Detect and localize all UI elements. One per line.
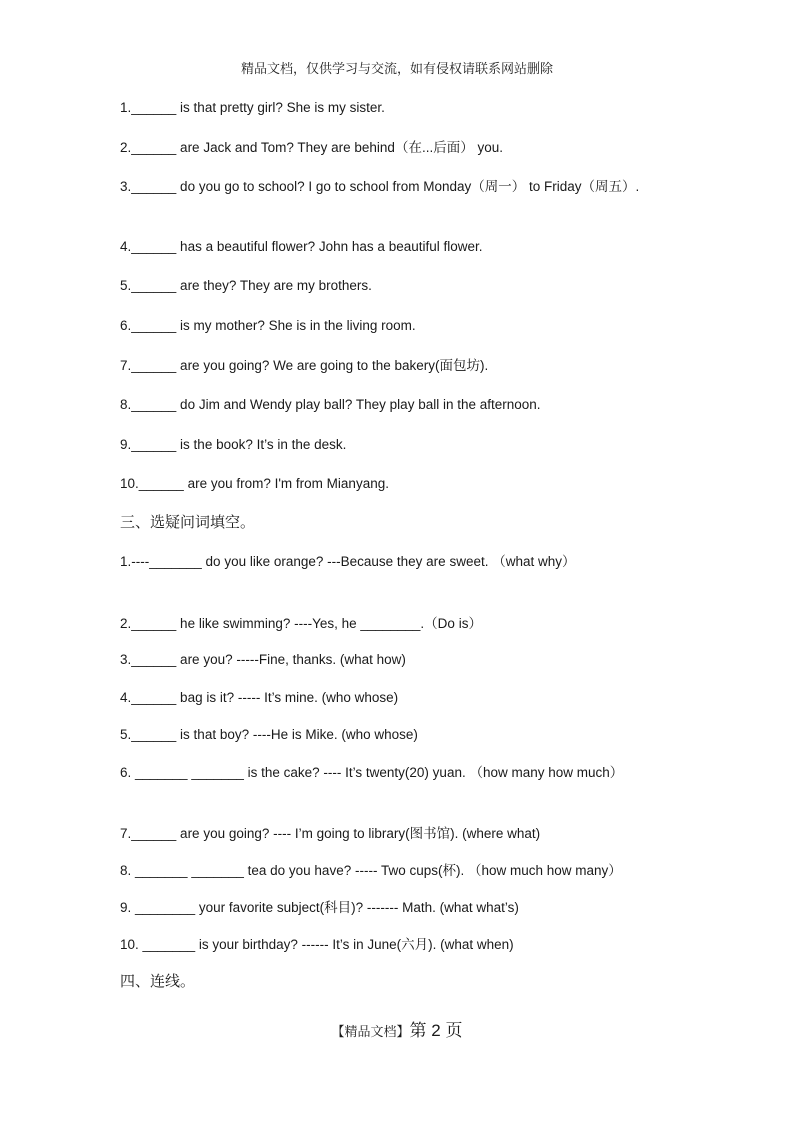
page-header: 精品文档，仅供学习与交流，如有侵权请联系网站删除 bbox=[240, 61, 553, 76]
page-footer bbox=[0, 1016, 794, 1041]
question-line: 10.______ are you from? I'm from Mianyang. bbox=[120, 476, 389, 491]
question-line: 6.______ is my mother? She is in the living room. bbox=[120, 318, 416, 333]
question-line: 4.______ has a beautiful flower? John has a beautiful flower. bbox=[120, 239, 483, 254]
question-line: 1.----_______ do you like orange? ---Because they are sweet. （what why） bbox=[120, 554, 576, 569]
section-heading: 三、选疑问词填空。 bbox=[120, 514, 256, 531]
question-line: 5.______ are they? They are my brothers. bbox=[120, 278, 372, 293]
question-line: 5.______ is that boy? ----He is Mike. (who whose) bbox=[120, 727, 418, 742]
question-line: 6. _______ _______ is the cake? ---- It’s twenty(20) yuan. （how many how much） bbox=[120, 765, 624, 780]
section-heading: 四、连线。 bbox=[120, 973, 196, 990]
question-line: 2.______ he like swimming? ----Yes, he ________.（Do is） bbox=[120, 616, 482, 631]
question-line: 10. _______ is your birthday? ------ It’s in June(六月). (what when) bbox=[120, 937, 514, 952]
question-line: 8. _______ _______ tea do you have? ----- Two cups(杯). （how much how many） bbox=[120, 863, 622, 878]
question-line: 9.______ is the book? It’s in the desk. bbox=[120, 437, 347, 452]
question-line: 4.______ bag is it? ----- It’s mine. (who whose) bbox=[120, 690, 399, 705]
question-line: 2.______ are Jack and Tom? They are behind（在...后面） you. bbox=[120, 140, 503, 155]
question-line: 7.______ are you going? We are going to the bakery(面包坊). bbox=[120, 358, 489, 373]
question-line: 9. ________ your favorite subject(科目)? ------- Math. (what what’s) bbox=[120, 900, 519, 915]
question-line: 3.______ are you? -----Fine, thanks. (what how) bbox=[120, 652, 406, 667]
question-line: 1.______ is that pretty girl? She is my sister. bbox=[120, 100, 385, 115]
footer-tag: 【精品文档】 bbox=[331, 1024, 410, 1039]
question-line: 8.______ do Jim and Wendy play ball? They play ball in the afternoon. bbox=[120, 397, 541, 412]
page-number: 第 2 页 bbox=[409, 1021, 463, 1040]
question-line: 3.______ do you go to school? I go to school from Monday（周一） to Friday（周五）. bbox=[120, 179, 640, 194]
question-line: 7.______ are you going? ---- I’m going to library(图书馆). (where what) bbox=[120, 826, 541, 841]
